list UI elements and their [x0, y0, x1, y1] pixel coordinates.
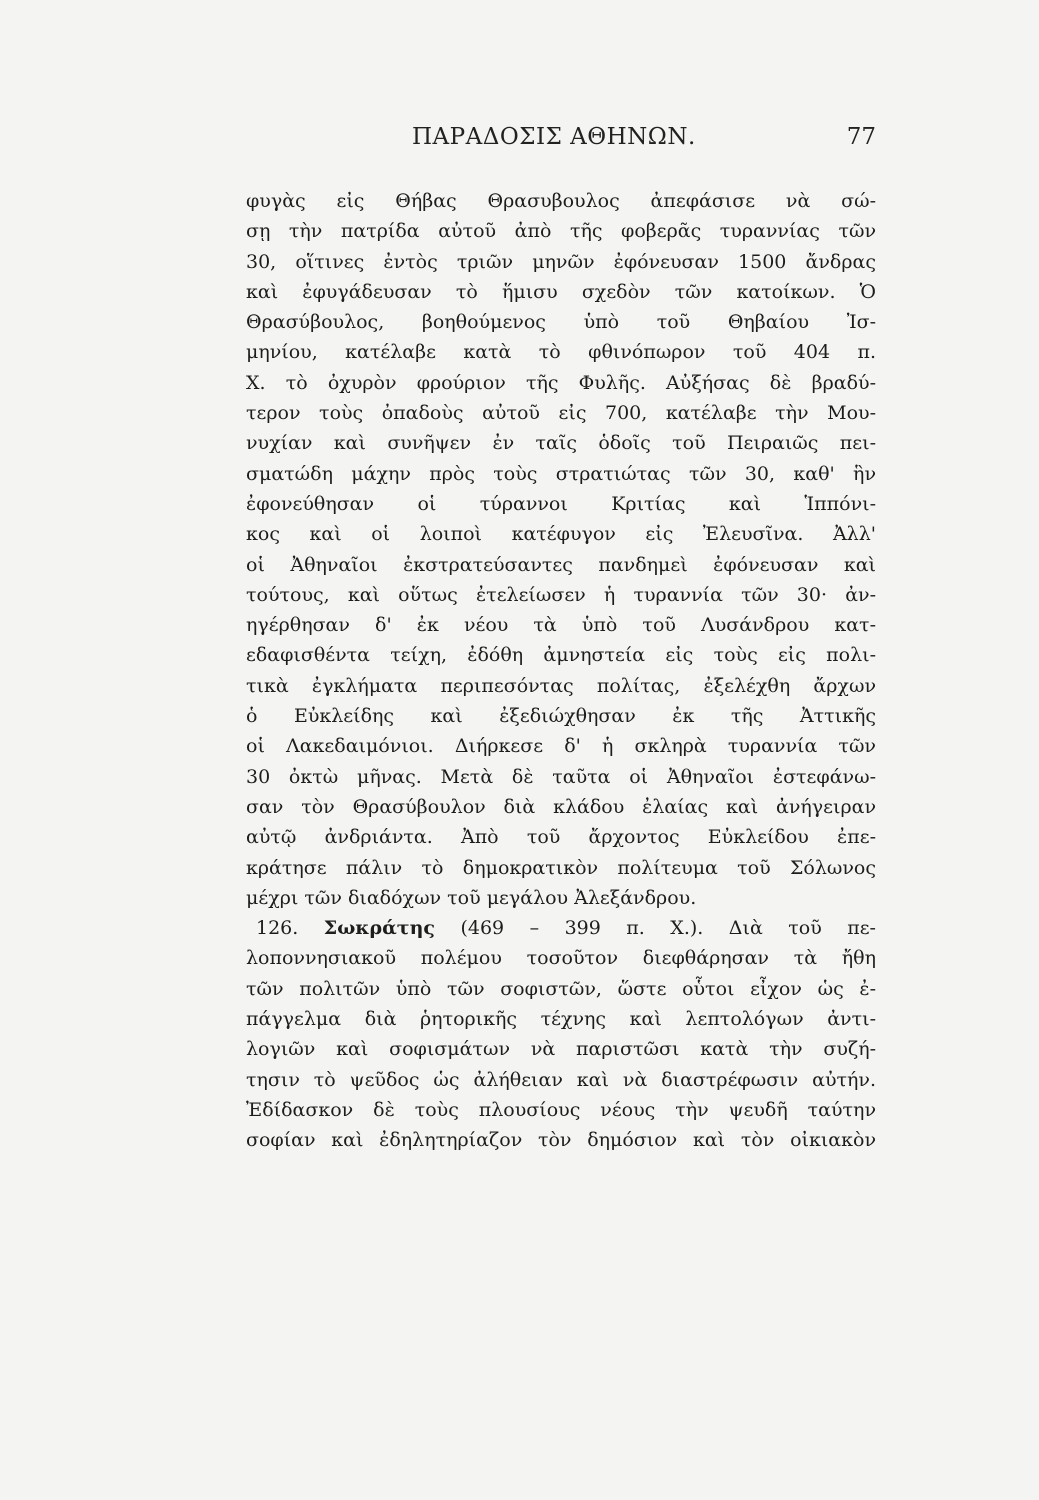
text-line: τησιν τὸ ψεῦδος ὡς ἀλήθειαν καὶ νὰ διαστρέφωσιν αὐτήν. [246, 1068, 876, 1091]
text-line: τῶν πολιτῶν ὑπὸ τῶν σοφιστῶν, ὥστε οὗτοι εἶχον ὡς ἐ- [246, 977, 876, 1000]
section-heading: Σωκράτης [323, 917, 435, 940]
running-title: ΠΑΡΑΔΟΣΙΣ ΑΘΗΝΩΝ. [412, 124, 696, 150]
text-line: ηγέρθησαν δ' ἐκ νέου τὰ ὑπὸ τοῦ Λυσάνδρου κατ- [246, 614, 876, 637]
text-line: μηνίου, κατέλαβε κατὰ τὸ φθινόπωρον τοῦ 404 π. [246, 341, 876, 364]
text-line: τερον τοὺς ὀπαδοὺς αὐτοῦ εἰς 700, κατέλαβε τὴν Μου- [246, 402, 876, 425]
text-line: 30 ὀκτὼ μῆνας. Μετὰ δὲ ταῦτα οἱ Ἀθηναῖοι ἐστεφάνω- [246, 765, 876, 788]
running-head [246, 124, 876, 164]
text-line: Θρασύβουλος, βοηθούμενος ὑπὸ τοῦ Θηβαίου Ἰσ- [246, 311, 876, 334]
section-heading-rest: (469 – 399 π. Χ.). Διὰ τοῦ πε- [460, 917, 876, 940]
text-line: φυγὰς εἰς Θήβας Θρασυβουλος ἀπεφάσισε νὰ σώ- [246, 190, 876, 212]
text-line: εδαφισθέντα τείχη, ἐδόθη ἀμνηστεία εἰς τοὺς εἰς πολι- [246, 644, 876, 667]
text-line: σοφίαν καὶ ἐδηλητηρίαζον τὸν δημόσιον καὶ τὸν οἰκιακὸν [246, 1129, 876, 1152]
text-line: ὁ Εὐκλείδης καὶ ἐξεδιώχθησαν ἐκ τῆς Ἀττικῆς [246, 705, 876, 728]
text-line: οἱ Ἀθηναῖοι ἐκστρατεύσαντες πανδημεὶ ἐφόνευσαν καὶ [246, 553, 876, 576]
text-line: Ἐδίδασκον δὲ τοὺς πλουσίους νέους τὴν ψευδῆ ταύτην [246, 1098, 876, 1121]
text-line: λοποννησιακοῦ πολέμου τοσοῦτον διεφθάρησαν τὰ ἤθη [246, 947, 876, 970]
text-line: καὶ ἐφυγάδευσαν τὸ ἥμισυ σχεδὸν τῶν κατοίκων. Ὁ [246, 280, 876, 303]
text-line: μέχρι τῶν διαδόχων τοῦ μεγάλου Ἀλεξάνδρου. [246, 886, 697, 909]
text-line: σαν τὸν Θρασύβουλον διὰ κλάδου ἐλαίας καὶ ἀνήγειραν [246, 795, 876, 818]
section-heading-line [246, 913, 876, 943]
body-text [246, 186, 876, 1156]
text-line: ἐφονεύθησαν οἱ τύραννοι Κριτίας καὶ Ἱππόνι- [246, 492, 876, 515]
text-line: τούτους, καὶ οὕτως ἐτελείωσεν ἡ τυραννία τῶν 30· ἀν- [246, 583, 876, 606]
text-line: κράτησε πάλιν τὸ δημοκρατικὸν πολίτευμα τοῦ Σόλωνος [246, 856, 876, 879]
text-line: αὐτῷ ἀνδριάντα. Ἀπὸ τοῦ ἄρχοντος Εὐκλείδου ἐπε- [246, 826, 876, 849]
section-number: 126. [256, 917, 299, 940]
text-line: νυχίαν καὶ συνῆψεν ἐν ταῖς ὁδοῖς τοῦ Πειραιῶς πει- [246, 432, 876, 455]
text-line: λογιῶν καὶ σοφισμάτων νὰ παριστῶσι κατὰ τὴν συζή- [246, 1038, 876, 1061]
page-number: 77 [846, 124, 876, 150]
text-line: οἱ Λακεδαιμόνιοι. Διήρκεσε δ' ἡ σκληρὰ τυραννία τῶν [246, 735, 876, 758]
text-line: κος καὶ οἱ λοιποὶ κατέφυγον εἰς Ἐλευσῖνα. Ἀλλ' [246, 523, 876, 546]
text-line: Χ. τὸ ὀχυρὸν φρούριον τῆς Φυλῆς. Αὐξήσας δὲ βραδύ- [246, 371, 876, 394]
text-line: πάγγελμα διὰ ῥητορικῆς τέχνης καὶ λεπτολόγων ἀντι- [246, 1008, 876, 1031]
text-line: σῃ τὴν πατρίδα αὐτοῦ ἀπὸ τῆς φοβερᾶς τυραννίας τῶν [246, 220, 876, 243]
text-line: τικὰ ἐγκλήματα περιπεσόντας πολίτας, ἐξελέχθη ἄρχων [246, 674, 876, 697]
text-line: σματώδη μάχην πρὸς τοὺς στρατιώτας τῶν 30, καθ' ἣν [246, 462, 876, 485]
text-line: 30, οἵτινες ἐντὸς τριῶν μηνῶν ἐφόνευσαν 1500 ἄνδρας [246, 250, 876, 273]
